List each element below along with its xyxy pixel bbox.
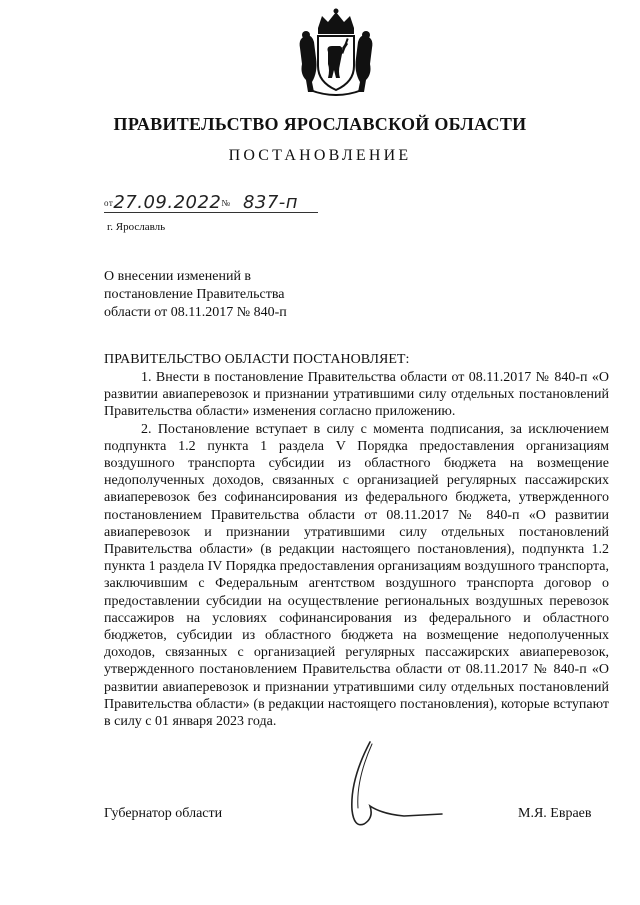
registration-underline [104, 212, 318, 214]
government-title: ПРАВИТЕЛЬСТВО ЯРОСЛАВСКОЙ ОБЛАСТИ [113, 114, 527, 134]
subject-line: области от 08.11.2017 № 840-п [104, 305, 287, 320]
document-subject [104, 268, 384, 322]
subject-line: О внесении изменений в [104, 269, 252, 284]
city-label: г. Ярославль [107, 221, 166, 233]
subject-line: постановление Правительства [104, 287, 285, 302]
number-prefix: № [221, 198, 231, 208]
resolution-heading: ПРАВИТЕЛЬСТВО ОБЛАСТИ ПОСТАНОВЛЯЕТ: [104, 352, 410, 367]
document-date: 27.09.2022 [113, 192, 222, 213]
signatory-position: Губернатор области [104, 806, 223, 821]
body-paragraph: 1. Внести в постановление Правительства области от 08.11.2017 № 840-п «О развитии авиаперевозок и признании утратившими силу отдельных постановлений Правительства области» изменения согласно приложению. [104, 370, 609, 420]
document-body [104, 369, 609, 730]
handwritten-signature-icon [330, 740, 450, 832]
body-paragraph: 2. Постановление вступает в силу с момента подписания, за исключением подпункта 1.2 пункта 1 раздела V Порядка предоставления организациям воздушного транспорта субсидии из областного бюджета на возмещение недополученных доходов, связанных с организацией регулярных пассажирских авиаперевозок без софинансирования из федерального бюджета, утвержденного постановлением Правительства области от 08.11.2017 № 840-п «О развитии авиаперевозок и признании утратившими силу отдельных постановлений Правительства области» (в редакции настоящего постановления), подпункта 1.2 пункта 1 раздела IV Порядка предоставления организациям воздушного транспорта, заключившим с Федеральным агентством воздушного транспорта договор о предоставлении субсидии на осуществление региональных воздушных перевозок пассажиров на условиях софинансирования из федерального и областного бюджетов, субсидии из областного бюджета на возмещение недополученных доходов, связанных с организацией регулярных пассажирских авиаперевозок, утвержденного постановлением Правительства области от 08.11.2017 № 840-п «О развитии авиаперевозок и признании утратившими силу отдельных постановлений Правительства области» (в редакции настоящего постановления), которые вступают в силу с 01 января 2023 года. [104, 421, 609, 730]
registration-block [104, 192, 298, 213]
coat-of-arms-icon [296, 8, 376, 96]
document-number: 837-п [242, 192, 299, 213]
document-type-title: ПОСТАНОВЛЕНИЕ [228, 147, 412, 164]
signatory-name: М.Я. Евраев [518, 806, 592, 821]
date-prefix: от [104, 198, 114, 208]
registration-line [104, 192, 298, 213]
